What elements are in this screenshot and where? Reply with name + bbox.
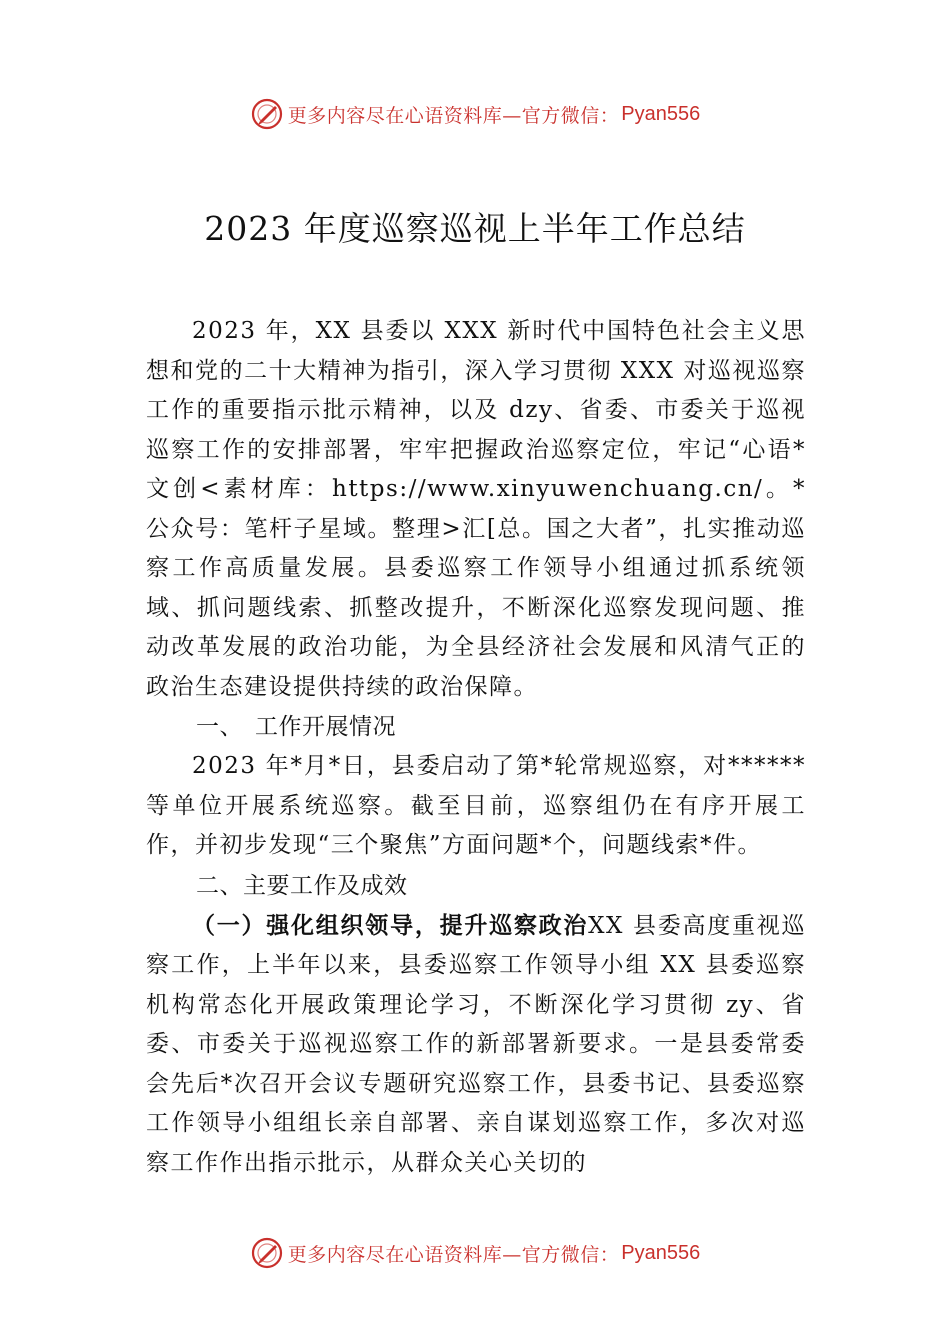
writing-circle-logo-icon (250, 97, 284, 131)
section2-body: XX 县委高度重视巡察工作，上半年以来，县委巡察工作领导小组 XX 县委巡察机构常态化开展政策理论学习，不断深化学习贯彻 zy、省委、市委关于巡视巡察工作的新部署新要求。一是县委常委会先后*次召开会议专题研究巡察工作，县委书记、县委巡察工作领导小组组长亲自部署、亲自谋划巡察工作，多次对巡察工作作出指示批示，从群众关心关切的 (146, 912, 807, 1176)
intro-paragraph: 2023 年，XX 县委以 XXX 新时代中国特色社会主义思想和党的二十大精神为指引，深入学习贯彻 XXX 对巡视巡察工作的重要指示批示精神，以及 dzy、省委、市委关于巡视巡察工作的安排部署，牢牢把握政治巡察定位，牢记“心语*文创<素材库：https://www.xinyuwenchuang.cn/。*公众号：笔杆子星域。整理>汇[总。国之大者”，扎实推动巡察工作高质量发展。县委巡察工作领导小组通过抓系统领域、抓问题线索、抓整改提升，不断深化巡察发现问题、推动改革发展的政治功能，为全县经济社会发展和风清气正的政治生态建设提供持续的政治保障。 (146, 318, 806, 700)
watermark-text: 更多内容尽在心语资料库—官方微信： (287, 104, 620, 127)
footer-watermark (0, 1233, 950, 1273)
section2-heading: 二、主要工作及成效 (196, 872, 408, 899)
document-title: 2023 年度巡察巡视上半年工作总结 (204, 209, 746, 248)
section1-paragraph: 2023 年*月*日，县委启动了第*轮常规巡察，对******等单位开展系统巡察。截至目前，巡察组仍在有序开展工作，并初步发现“三个聚焦”方面问题*个，问题线索*件。 (146, 753, 806, 858)
section2-paragraph (146, 906, 806, 1184)
writing-circle-logo-icon (250, 1236, 284, 1270)
watermark-handle: Pyan556 (621, 102, 701, 125)
header-watermark (0, 94, 950, 134)
section1-heading: 一、 工作开展情况 (196, 714, 396, 740)
watermark-handle: Pyan556 (621, 1241, 701, 1264)
watermark-text: 更多内容尽在心语资料库—官方微信： (287, 1243, 620, 1266)
section2-lead: （一）强化组织领导，提升巡察政治 (192, 911, 589, 939)
document-body (146, 312, 806, 1183)
